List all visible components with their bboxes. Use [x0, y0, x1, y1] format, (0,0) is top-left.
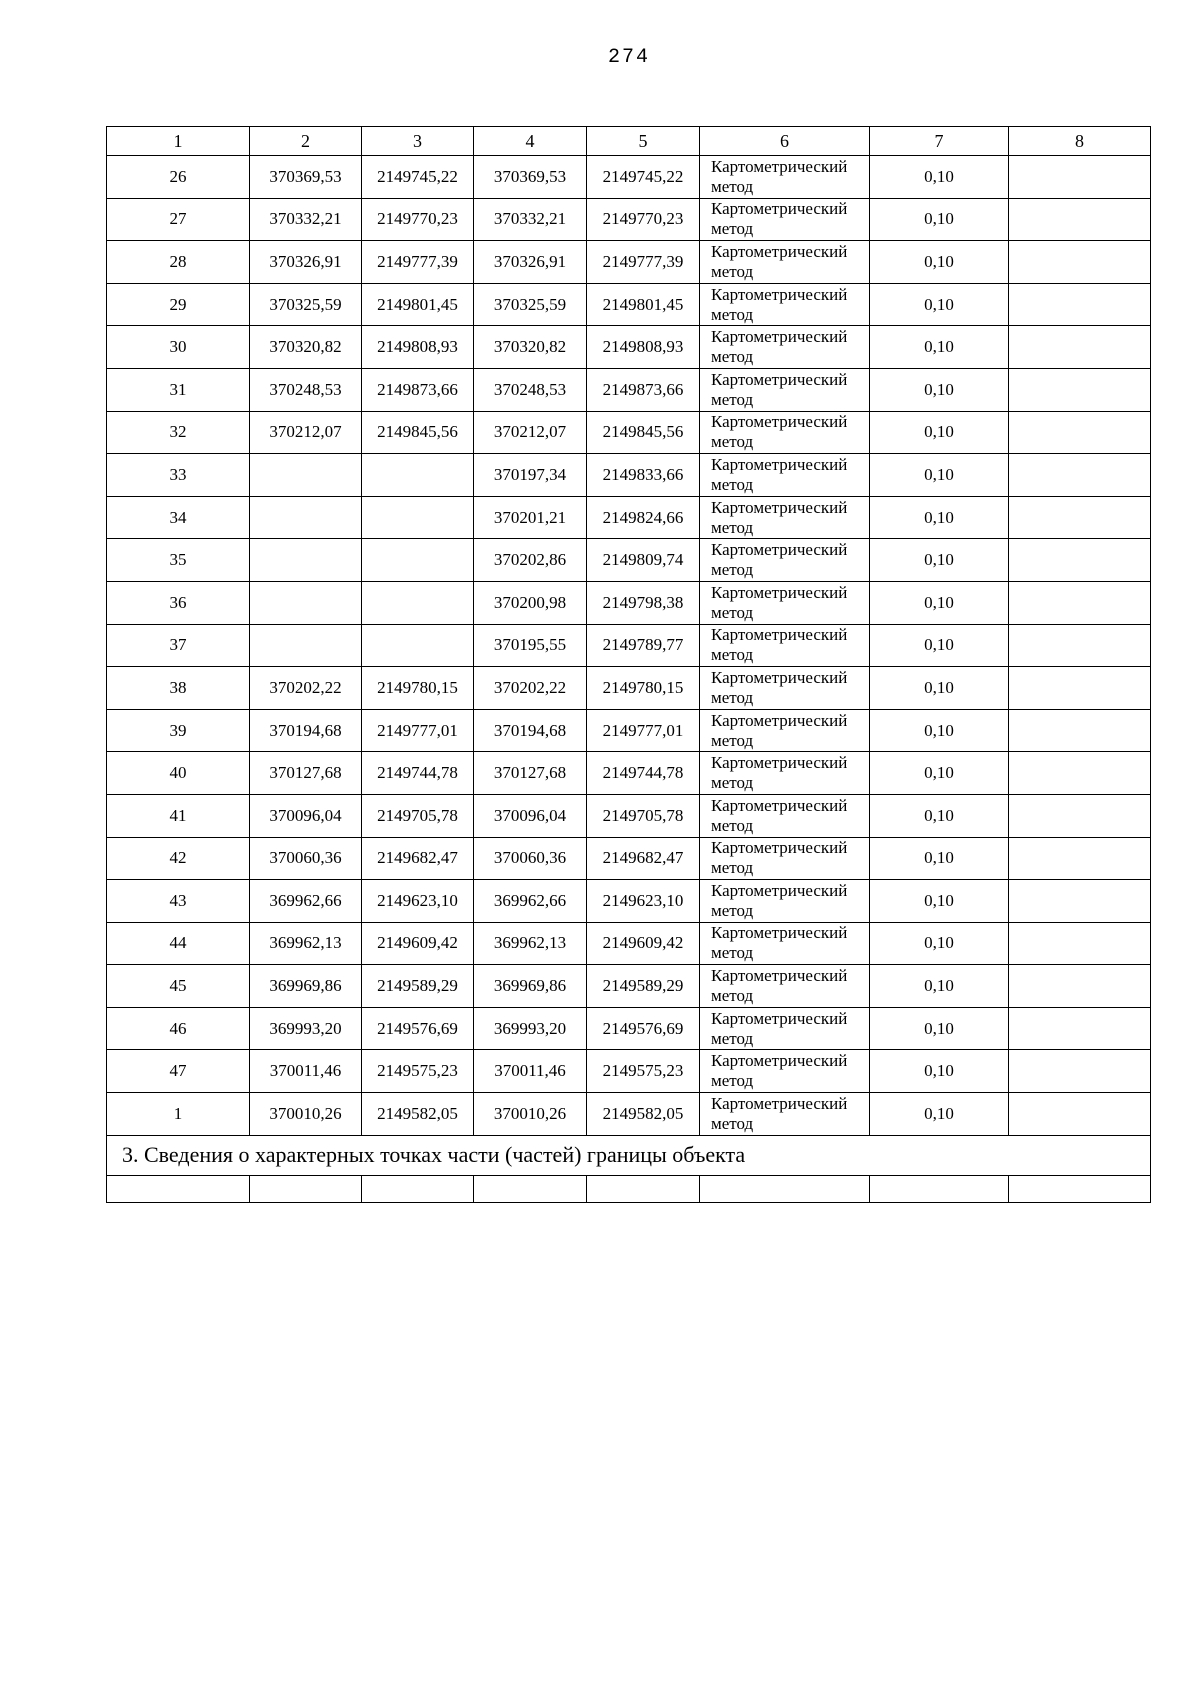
y-old-cell: [362, 539, 474, 582]
x-old-cell: 370369,53: [250, 156, 362, 199]
x-new-cell: 370011,46: [474, 1050, 587, 1093]
x-old-cell: [250, 496, 362, 539]
method-cell: [700, 794, 870, 837]
y-old-cell: 2149745,22: [362, 156, 474, 199]
section-title: 3. Сведения о характерных точках части (частей) границы объекта: [107, 1135, 1151, 1175]
accuracy-cell: 0,10: [870, 496, 1009, 539]
y-new-cell: 2149582,05: [587, 1093, 700, 1136]
table-row: [107, 1093, 1151, 1136]
table-row: [107, 1050, 1151, 1093]
description-cell: [1009, 965, 1151, 1008]
y-old-cell: 2149780,15: [362, 667, 474, 710]
accuracy-cell: 0,10: [870, 624, 1009, 667]
page-number: 274: [607, 46, 650, 69]
method-text: метод: [711, 1113, 754, 1133]
accuracy-cell: 0,10: [870, 667, 1009, 710]
x-new-cell: 370320,82: [474, 326, 587, 369]
x-old-cell: 370011,46: [250, 1050, 362, 1093]
method-text: метод: [711, 986, 754, 1006]
y-old-cell: 2149582,05: [362, 1093, 474, 1136]
x-new-cell: 370194,68: [474, 709, 587, 752]
accuracy-cell: 0,10: [870, 156, 1009, 199]
accuracy-cell: 0,10: [870, 709, 1009, 752]
table-row: [107, 709, 1151, 752]
description-cell: [1009, 837, 1151, 880]
method-text: Картометрический: [711, 625, 848, 645]
y-old-cell: 2149705,78: [362, 794, 474, 837]
method-text: метод: [711, 176, 754, 196]
description-cell: [1009, 794, 1151, 837]
accuracy-cell: 0,10: [870, 539, 1009, 582]
x-old-cell: 370127,68: [250, 752, 362, 795]
accuracy-cell: 0,10: [870, 752, 1009, 795]
description-cell: [1009, 1007, 1151, 1050]
y-old-cell: 2149873,66: [362, 368, 474, 411]
y-new-cell: 2149576,69: [587, 1007, 700, 1050]
empty-cell: [870, 1175, 1009, 1202]
x-old-cell: 369993,20: [250, 1007, 362, 1050]
x-old-cell: 370212,07: [250, 411, 362, 454]
accuracy-cell: 0,10: [870, 326, 1009, 369]
empty-cell: [362, 1175, 474, 1202]
accuracy-cell: 0,10: [870, 581, 1009, 624]
y-old-cell: 2149801,45: [362, 283, 474, 326]
column-number: 8: [1009, 127, 1151, 156]
empty-cell: [250, 1175, 362, 1202]
accuracy-cell: 0,10: [870, 283, 1009, 326]
method-cell: [700, 241, 870, 284]
column-number: 4: [474, 127, 587, 156]
x-new-cell: 370332,21: [474, 198, 587, 241]
table-row: [107, 667, 1151, 710]
method-text: Картометрический: [711, 582, 848, 602]
point-number-cell: 33: [107, 454, 250, 497]
method-text: метод: [711, 730, 754, 750]
x-old-cell: [250, 581, 362, 624]
method-text: метод: [711, 474, 754, 494]
x-new-cell: 370202,22: [474, 667, 587, 710]
x-old-cell: 370325,59: [250, 283, 362, 326]
method-text: метод: [711, 1071, 754, 1091]
y-old-cell: 2149845,56: [362, 411, 474, 454]
column-number-row: [107, 127, 1151, 156]
point-number-cell: 36: [107, 581, 250, 624]
empty-cell: [107, 1175, 250, 1202]
y-old-cell: [362, 496, 474, 539]
method-text: Картометрический: [711, 753, 848, 773]
point-number-cell: 26: [107, 156, 250, 199]
table-row: [107, 880, 1151, 923]
x-new-cell: 370202,86: [474, 539, 587, 582]
point-number-cell: 43: [107, 880, 250, 923]
x-old-cell: 370320,82: [250, 326, 362, 369]
method-cell: [700, 581, 870, 624]
method-cell: [700, 667, 870, 710]
method-text: Картометрический: [711, 327, 848, 347]
x-new-cell: 370325,59: [474, 283, 587, 326]
column-number: 5: [587, 127, 700, 156]
description-cell: [1009, 156, 1151, 199]
x-new-cell: 370127,68: [474, 752, 587, 795]
method-cell: [700, 752, 870, 795]
point-number-cell: 38: [107, 667, 250, 710]
table-row: [107, 368, 1151, 411]
point-number-cell: 30: [107, 326, 250, 369]
y-new-cell: 2149609,42: [587, 922, 700, 965]
table-row: [107, 752, 1151, 795]
column-number: 6: [700, 127, 870, 156]
description-cell: [1009, 880, 1151, 923]
method-text: Картометрический: [711, 369, 848, 389]
method-text: Картометрический: [711, 1008, 848, 1028]
description-cell: [1009, 496, 1151, 539]
x-new-cell: 370248,53: [474, 368, 587, 411]
y-new-cell: 2149770,23: [587, 198, 700, 241]
x-old-cell: 370096,04: [250, 794, 362, 837]
accuracy-cell: 0,10: [870, 411, 1009, 454]
y-new-cell: 2149780,15: [587, 667, 700, 710]
point-number-cell: 47: [107, 1050, 250, 1093]
point-number-cell: 44: [107, 922, 250, 965]
description-cell: [1009, 368, 1151, 411]
method-cell: [700, 1007, 870, 1050]
method-cell: [700, 326, 870, 369]
method-text: метод: [711, 389, 754, 409]
description-cell: [1009, 198, 1151, 241]
method-cell: [700, 496, 870, 539]
description-cell: [1009, 283, 1151, 326]
x-old-cell: 370060,36: [250, 837, 362, 880]
y-new-cell: 2149589,29: [587, 965, 700, 1008]
method-text: Картометрический: [711, 838, 848, 858]
description-cell: [1009, 539, 1151, 582]
y-old-cell: 2149770,23: [362, 198, 474, 241]
y-old-cell: [362, 454, 474, 497]
y-old-cell: [362, 624, 474, 667]
method-cell: [700, 709, 870, 752]
point-number-cell: 27: [107, 198, 250, 241]
accuracy-cell: 0,10: [870, 368, 1009, 411]
table-row: [107, 922, 1151, 965]
empty-cell: [474, 1175, 587, 1202]
y-new-cell: 2149801,45: [587, 283, 700, 326]
table-row: [107, 156, 1151, 199]
method-text: метод: [711, 645, 754, 665]
accuracy-cell: 0,10: [870, 965, 1009, 1008]
method-text: метод: [711, 261, 754, 281]
method-cell: [700, 1093, 870, 1136]
y-new-cell: 2149845,56: [587, 411, 700, 454]
table-row: [107, 496, 1151, 539]
description-cell: [1009, 667, 1151, 710]
column-number: 7: [870, 127, 1009, 156]
x-new-cell: 370197,34: [474, 454, 587, 497]
x-new-cell: 370096,04: [474, 794, 587, 837]
description-cell: [1009, 1093, 1151, 1136]
y-new-cell: 2149833,66: [587, 454, 700, 497]
description-cell: [1009, 326, 1151, 369]
y-new-cell: 2149705,78: [587, 794, 700, 837]
x-old-cell: 370332,21: [250, 198, 362, 241]
empty-cell: [700, 1175, 870, 1202]
point-number-cell: 31: [107, 368, 250, 411]
method-text: метод: [711, 219, 754, 239]
point-number-cell: 39: [107, 709, 250, 752]
accuracy-cell: 0,10: [870, 198, 1009, 241]
x-old-cell: [250, 454, 362, 497]
y-old-cell: 2149808,93: [362, 326, 474, 369]
x-old-cell: 370248,53: [250, 368, 362, 411]
table-row: [107, 1007, 1151, 1050]
y-new-cell: 2149809,74: [587, 539, 700, 582]
description-cell: [1009, 752, 1151, 795]
point-number-cell: 46: [107, 1007, 250, 1050]
x-old-cell: 370010,26: [250, 1093, 362, 1136]
point-number-cell: 32: [107, 411, 250, 454]
table-row: [107, 454, 1151, 497]
x-old-cell: [250, 624, 362, 667]
accuracy-cell: 0,10: [870, 454, 1009, 497]
method-text: Картометрический: [711, 284, 848, 304]
description-cell: [1009, 922, 1151, 965]
column-number: 3: [362, 127, 474, 156]
y-old-cell: 2149575,23: [362, 1050, 474, 1093]
method-text: метод: [711, 432, 754, 452]
point-number-cell: 37: [107, 624, 250, 667]
method-text: Картометрический: [711, 710, 848, 730]
table-row: [107, 794, 1151, 837]
y-new-cell: 2149789,77: [587, 624, 700, 667]
table-row: [107, 624, 1151, 667]
method-cell: [700, 283, 870, 326]
method-cell: [700, 539, 870, 582]
y-old-cell: 2149744,78: [362, 752, 474, 795]
accuracy-cell: 0,10: [870, 922, 1009, 965]
x-new-cell: 370201,21: [474, 496, 587, 539]
method-text: Картометрический: [711, 795, 848, 815]
y-new-cell: 2149682,47: [587, 837, 700, 880]
point-number-cell: 34: [107, 496, 250, 539]
y-new-cell: 2149824,66: [587, 496, 700, 539]
boundary-points-table: [106, 126, 1151, 1203]
table-row: [107, 241, 1151, 284]
method-cell: [700, 837, 870, 880]
description-cell: [1009, 241, 1151, 284]
method-cell: [700, 880, 870, 923]
point-number-cell: 29: [107, 283, 250, 326]
section-row: [107, 1135, 1151, 1175]
y-old-cell: 2149609,42: [362, 922, 474, 965]
column-number: 2: [250, 127, 362, 156]
method-text: метод: [711, 560, 754, 580]
accuracy-cell: 0,10: [870, 794, 1009, 837]
method-cell: [700, 156, 870, 199]
y-new-cell: 2149808,93: [587, 326, 700, 369]
x-old-cell: 370326,91: [250, 241, 362, 284]
description-cell: [1009, 1050, 1151, 1093]
point-number-cell: 41: [107, 794, 250, 837]
accuracy-cell: 0,10: [870, 1093, 1009, 1136]
method-text: Картометрический: [711, 540, 848, 560]
point-number-cell: 40: [107, 752, 250, 795]
method-text: Картометрический: [711, 454, 848, 474]
description-cell: [1009, 624, 1151, 667]
empty-cell: [587, 1175, 700, 1202]
method-text: Картометрический: [711, 156, 848, 176]
table-row: [107, 539, 1151, 582]
x-new-cell: 369993,20: [474, 1007, 587, 1050]
method-cell: [700, 624, 870, 667]
y-old-cell: 2149682,47: [362, 837, 474, 880]
method-cell: [700, 368, 870, 411]
method-text: Картометрический: [711, 241, 848, 261]
point-number-cell: 1: [107, 1093, 250, 1136]
method-cell: [700, 965, 870, 1008]
point-number-cell: 28: [107, 241, 250, 284]
accuracy-cell: 0,10: [870, 1007, 1009, 1050]
method-text: Картометрический: [711, 667, 848, 687]
accuracy-cell: 0,10: [870, 1050, 1009, 1093]
y-new-cell: 2149798,38: [587, 581, 700, 624]
point-number-cell: 42: [107, 837, 250, 880]
method-text: метод: [711, 602, 754, 622]
x-new-cell: 370195,55: [474, 624, 587, 667]
method-text: Картометрический: [711, 199, 848, 219]
x-old-cell: 369962,13: [250, 922, 362, 965]
table-row: [107, 581, 1151, 624]
description-cell: [1009, 411, 1151, 454]
y-old-cell: 2149623,10: [362, 880, 474, 923]
x-new-cell: 369962,13: [474, 922, 587, 965]
table-row: [107, 965, 1151, 1008]
method-text: Картометрический: [711, 1093, 848, 1113]
point-number-cell: 45: [107, 965, 250, 1008]
point-number-cell: 35: [107, 539, 250, 582]
method-text: метод: [711, 347, 754, 367]
method-cell: [700, 454, 870, 497]
y-new-cell: 2149777,39: [587, 241, 700, 284]
method-text: Картометрический: [711, 966, 848, 986]
method-text: Картометрический: [711, 1051, 848, 1071]
x-new-cell: 370060,36: [474, 837, 587, 880]
table-row: [107, 326, 1151, 369]
method-text: Картометрический: [711, 923, 848, 943]
y-old-cell: 2149576,69: [362, 1007, 474, 1050]
empty-cell: [1009, 1175, 1151, 1202]
y-old-cell: 2149589,29: [362, 965, 474, 1008]
table-row: [107, 837, 1151, 880]
x-old-cell: 369969,86: [250, 965, 362, 1008]
accuracy-cell: 0,10: [870, 880, 1009, 923]
x-new-cell: 370200,98: [474, 581, 587, 624]
x-new-cell: 370369,53: [474, 156, 587, 199]
method-text: Картометрический: [711, 880, 848, 900]
description-cell: [1009, 454, 1151, 497]
method-text: метод: [711, 773, 754, 793]
method-text: метод: [711, 858, 754, 878]
accuracy-cell: 0,10: [870, 837, 1009, 880]
method-text: метод: [711, 304, 754, 324]
column-number: 1: [107, 127, 250, 156]
x-new-cell: 370212,07: [474, 411, 587, 454]
x-new-cell: 369962,66: [474, 880, 587, 923]
x-old-cell: 370194,68: [250, 709, 362, 752]
method-text: метод: [711, 815, 754, 835]
description-cell: [1009, 709, 1151, 752]
method-cell: [700, 411, 870, 454]
method-text: метод: [711, 517, 754, 537]
x-new-cell: 370010,26: [474, 1093, 587, 1136]
x-old-cell: [250, 539, 362, 582]
x-new-cell: 370326,91: [474, 241, 587, 284]
method-cell: [700, 922, 870, 965]
table-row: [107, 411, 1151, 454]
method-cell: [700, 1050, 870, 1093]
accuracy-cell: 0,10: [870, 241, 1009, 284]
table-row: [107, 198, 1151, 241]
y-old-cell: 2149777,39: [362, 241, 474, 284]
method-text: метод: [711, 900, 754, 920]
method-text: метод: [711, 943, 754, 963]
method-text: метод: [711, 687, 754, 707]
table-row: [107, 283, 1151, 326]
y-new-cell: 2149873,66: [587, 368, 700, 411]
y-new-cell: 2149623,10: [587, 880, 700, 923]
y-new-cell: 2149777,01: [587, 709, 700, 752]
method-text: Картометрический: [711, 497, 848, 517]
y-old-cell: 2149777,01: [362, 709, 474, 752]
method-text: метод: [711, 1028, 754, 1048]
empty-row: [107, 1175, 1151, 1202]
method-text: Картометрический: [711, 412, 848, 432]
y-old-cell: [362, 581, 474, 624]
x-old-cell: 370202,22: [250, 667, 362, 710]
description-cell: [1009, 581, 1151, 624]
x-old-cell: 369962,66: [250, 880, 362, 923]
y-new-cell: 2149745,22: [587, 156, 700, 199]
x-new-cell: 369969,86: [474, 965, 587, 1008]
y-new-cell: 2149575,23: [587, 1050, 700, 1093]
method-cell: [700, 198, 870, 241]
y-new-cell: 2149744,78: [587, 752, 700, 795]
